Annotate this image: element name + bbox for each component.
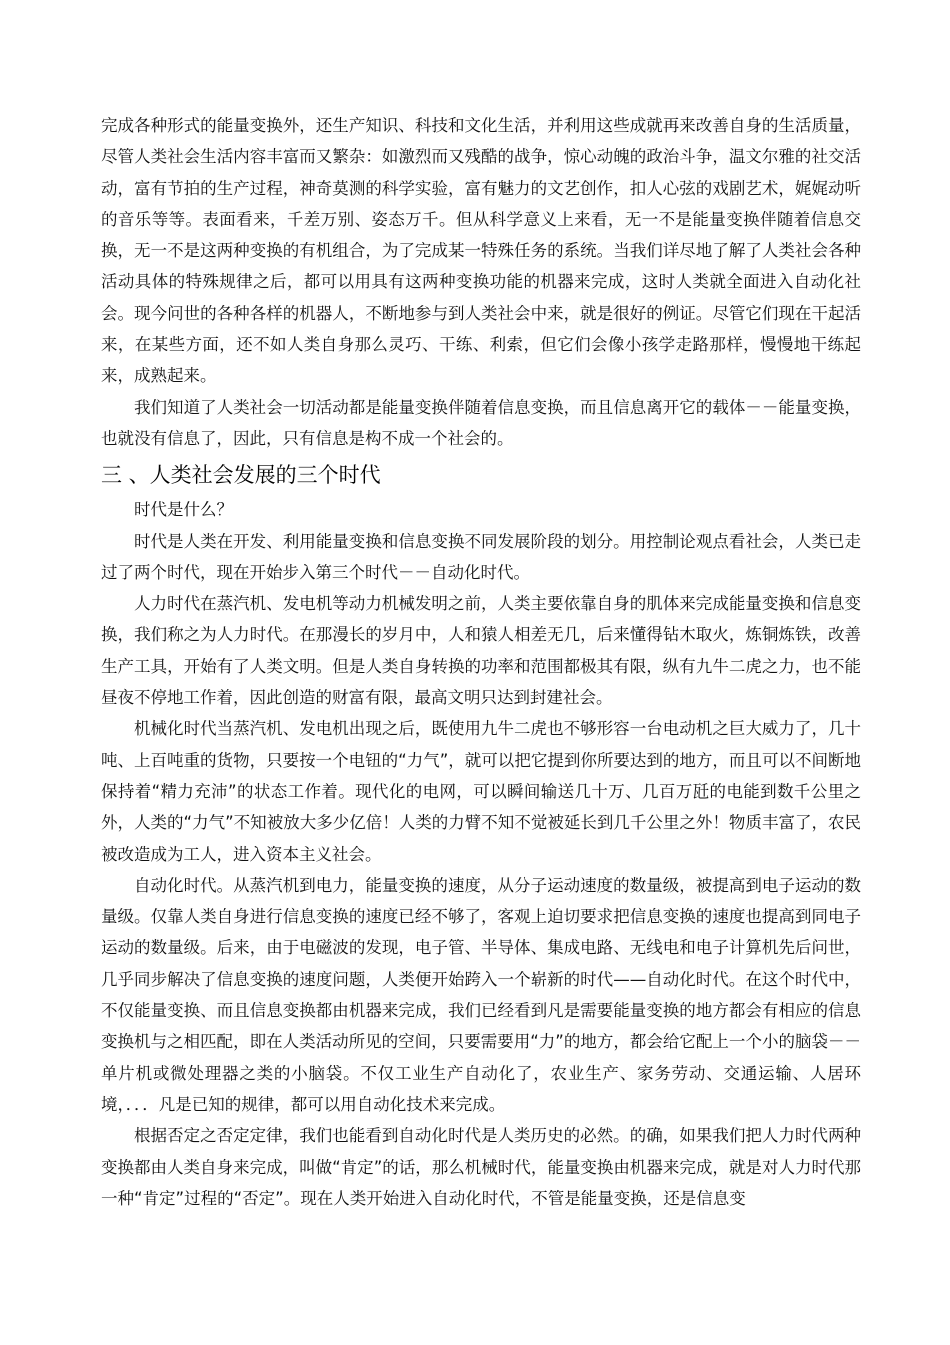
paragraph-continuation: 完成各种形式的能量变换外，还生产知识、科技和文化生活，并利用这些成就再来改善自身的生活质量，尽管人类社会生活内容丰富而又繁杂：如激烈而又残酷的战争，惊心动魄的政治斗争，温文尔雅的社交活动，富有节拍的生产过程，神奇莫测的科学实验，富有魅力的文艺创作，扣人心弦的戏剧艺术，娓娓动听的音乐等等。表面看来，千差万别、姿态万千。但从科学意义上来看，无一不是能量变换伴随着信息交换，无一不是这两种变换的有机组合，为了完成某一特殊任务的系统。当我们详尽地了解了人类社会各种活动具体的特殊规律之后，都可以用具有这两种变换功能的机器来完成，这时人类就全面进入自动化社会。现今问世的各种各样的机器人，不断地参与到人类社会中来，就是很好的例证。尽管它们现在干起活来，在某些方面，还不如人类自身那么灵巧、干练、利索，但它们会像小孩学走路那样，慢慢地干练起来，成熟起来。 xyxy=(101,116,861,386)
section-heading: 三 、人类社会发展的三个时代 xyxy=(101,463,381,488)
paragraph-manpower-era: 人力时代在蒸汽机、发电机等动力机械发明之前，人类主要依靠自身的肌体来完成能量变换和信息变换，我们称之为人力时代。在那漫长的岁月中，人和猿人相差无几，后来懂得钻木取火，炼铜炼铁，改善生产工具，开始有了人类文明。但是人类自身转换的功率和范围都极其有限，纵有九牛二虎之力，也不能昼夜不停地工作着，因此创造的财富有限，最高文明只达到封建社会。 xyxy=(101,594,861,708)
document-body xyxy=(101,110,861,1214)
paragraph-what-is-era: 时代是什么？ xyxy=(134,500,233,520)
paragraph-automation-era: 自动化时代。从蒸汽机到电力，能量变换的速度，从分子运动速度的数量级，被提高到电子运动的数量级。仅靠人类自身进行信息变换的速度已经不够了，客观上迫切要求把信息变换的速度也提高到同电子运动的数量级。后来，由于电磁波的发现，电子管、半导体、集成电路、无线电和电子计算机先后问世，几乎同步解决了信息变换的速度问题，人类便开始跨入一个崭新的时代——自动化时代。在这个时代中，不仅能量变换、而且信息变换都由机器来完成，我们已经看到凡是需要能量变换的地方都会有相应的信息变换机与之相匹配，即在人类活动所见的空间，只要需要用“力”的地方，都会给它配上一个小的脑袋－－单片机或微处理器之类的小脑袋。不仅工业生产自动化了，农业生产、家务劳动、交通运输、人居环境，．．．凡是已知的规律，都可以用自动化技术来完成。 xyxy=(101,875,861,1114)
paragraph-mechanization-era: 机械化时代当蒸汽机、发电机出现之后，既使用九牛二虎也不够形容一台电动机之巨大威力了，几十吨、上百吨重的货物，只要按一个电钮的“力气”，就可以把它提到你所要达到的地方，而且可以不间断地保持着“精力充沛”的状态工作着。现代化的电网，可以瞬间输送几十万、几百万瓩的电能到数千公里之外，人类的“力气”不知被放大多少亿倍！人类的力臂不知不觉被延长到几千公里之外！物质丰富了，农民被改造成为工人，进入资本主义社会。 xyxy=(101,719,861,864)
paragraph-era-definition: 时代是人类在开发、利用能量变换和信息变换不同发展阶段的划分。用控制论观点看社会，人类已走过了两个时代，现在开始步入第三个时代－－自动化时代。 xyxy=(101,531,861,582)
paragraph-negation-law: 根据否定之否定定律，我们也能看到自动化时代是人类历史的必然。的确，如果我们把人力时代两种变换都由人类自身来完成，叫做“肯定”的话，那么机械时代，能量变换由机器来完成，就是对人力时代那一种“肯定”过程的“否定”。现在人类开始进入自动化时代，不管是能量变换，还是信息变 xyxy=(101,1126,861,1208)
paragraph-information-carrier: 我们知道了人类社会一切活动都是能量变换伴随着信息变换，而且信息离开它的载体－－能量变换，也就没有信息了，因此，只有信息是构不成一个社会的。 xyxy=(101,397,861,448)
